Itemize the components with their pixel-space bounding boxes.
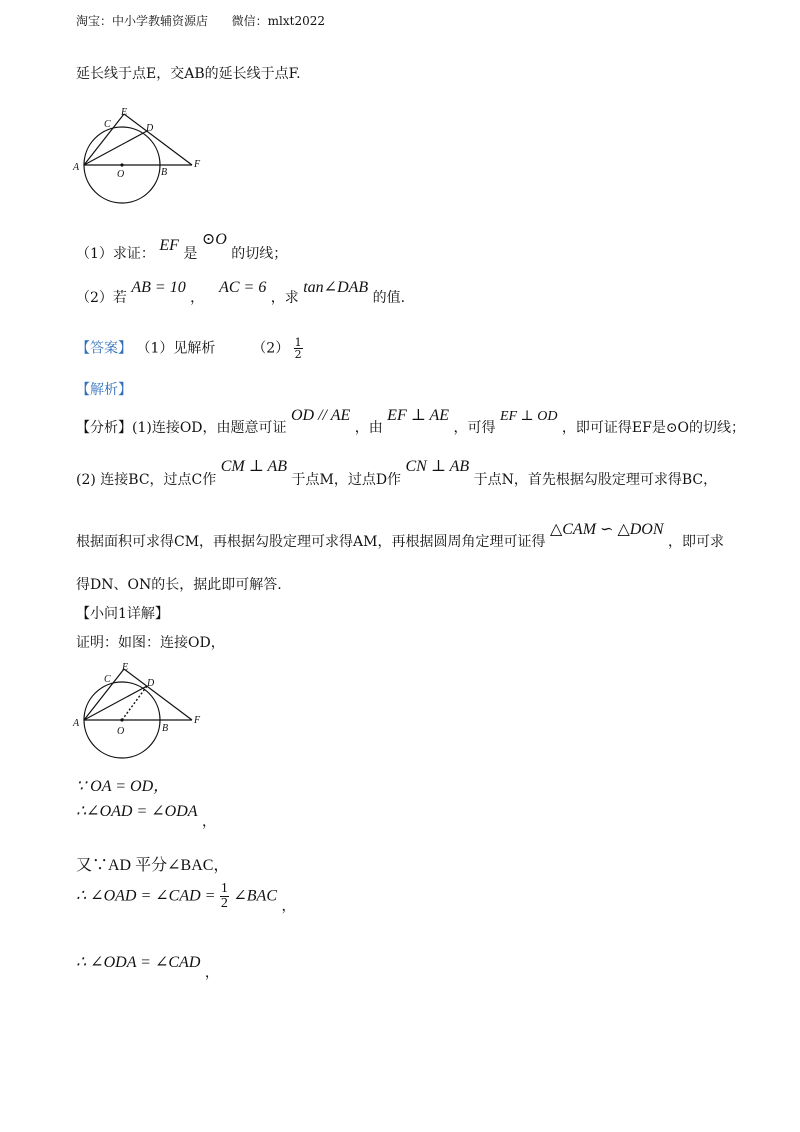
q1-suffix: 的切线； — [231, 246, 288, 262]
analysis-tag: 【解析】 — [76, 382, 132, 398]
label-b: B — [161, 167, 168, 178]
q2-suffix: 的值. — [372, 290, 406, 306]
proof-step-4a: ∴ ∠OAD = ∠CAD = — [76, 887, 216, 905]
q1-circle: ⊙O — [201, 231, 227, 248]
answer-part1: （1）见解析 — [136, 340, 216, 357]
analysis-1b: ，由 — [354, 420, 383, 436]
analysis-line-4: 得DN、ON的长，据此即可解答. — [76, 577, 282, 593]
math-cm-perp-ab: CM ⊥ AB — [220, 458, 288, 475]
proof-step-4-fraction — [220, 882, 229, 911]
proof-step-4b: ∠BAC — [233, 887, 277, 905]
proof-step-3 — [76, 852, 229, 875]
analysis-1c: ，可得 — [453, 420, 496, 436]
header-wechat: 微信：mlxt2022 — [231, 14, 326, 28]
answer-part2: （2） — [252, 340, 290, 357]
analysis-3b: ，即可求 — [667, 534, 724, 550]
proof-step-4 — [76, 882, 295, 916]
label-a-2: A — [73, 718, 80, 729]
proof-step-4-numerator: 1 — [220, 881, 228, 896]
intro-line: 延长线于点E，交AB的延长线于点F. — [76, 66, 301, 82]
answer-denominator: 2 — [294, 348, 302, 361]
analysis-3a: 根据面积可求得CM，再根据勾股定理可求得AM，再根据圆周角定理可证得 — [76, 534, 546, 550]
proof-step-5 — [76, 952, 219, 982]
q2-ac: AC = 6 — [219, 279, 267, 296]
line-od-dashed — [122, 686, 147, 720]
label-f: F — [194, 159, 201, 170]
q1-ef: EF — [159, 237, 179, 254]
q2-tan: tan∠DAB — [303, 279, 369, 296]
label-a: A — [73, 162, 80, 173]
math-ef-perp-od: EF ⊥ OD — [499, 409, 558, 424]
line-ad — [84, 131, 147, 165]
page-header — [76, 12, 325, 29]
label-b-2: B — [162, 723, 169, 734]
q1-shi: 是 — [183, 246, 198, 262]
analysis-2c: 于点N，首先根据勾股定理可求得BC， — [473, 472, 718, 488]
label-e-2: E — [122, 662, 129, 673]
label-c-2: C — [104, 674, 111, 685]
sub1-tag: 【小问1详解】 — [76, 606, 169, 622]
answer-numerator: 1 — [294, 336, 302, 349]
analysis-line-2 — [76, 456, 717, 489]
analysis-2a: (2) 连接BC，过点C作 — [76, 472, 217, 488]
proof-step-1: ∵ OA = OD， — [76, 778, 170, 795]
proof-step-2-math: ∴∠OAD = ∠ODA — [76, 803, 198, 820]
label-o-2: O — [117, 726, 125, 737]
figure-circle-1 — [70, 100, 210, 210]
question-1 — [76, 229, 287, 263]
proof-step-5-math: ∴ ∠ODA = ∠CAD — [76, 954, 201, 971]
label-e: E — [121, 107, 128, 118]
q2-prefix: （2）若 — [76, 290, 127, 306]
proof-intro: 证明：如图：连接OD， — [76, 635, 225, 651]
math-od-parallel-ae: OD // AE — [291, 407, 351, 424]
header-shop: 淘宝：中小学教辅资源店 — [76, 14, 209, 28]
label-d: D — [146, 123, 154, 134]
question-2 — [76, 277, 405, 307]
analysis-line-1 — [76, 405, 745, 437]
proof-step-5-comma: ， — [204, 965, 219, 981]
label-f-2: F — [194, 715, 201, 726]
label-c: C — [104, 119, 111, 130]
math-ef-perp-ae: EF ⊥ AE — [387, 407, 450, 424]
point-o-2 — [120, 718, 123, 721]
q2-comma1: ， — [190, 290, 205, 306]
analysis-2b: 于点M，过点D作 — [291, 472, 402, 488]
line-ef — [124, 114, 192, 165]
analysis-1d: ，即可证得EF是⊙O的切线； — [561, 420, 746, 436]
math-similar-triangles: △CAM ∽ △DON — [549, 521, 664, 538]
q2-ab: AB = 10 — [131, 279, 186, 296]
q1-prefix: （1）求证： — [76, 246, 155, 262]
proof-step-4-denominator: 2 — [220, 896, 228, 911]
line-ad-2 — [84, 686, 147, 720]
proof-step-2-comma: ， — [202, 814, 217, 830]
proof-step-3-text: 又∵AD 平分∠BAC， — [76, 857, 230, 874]
point-o — [120, 163, 123, 166]
analysis-1a: 【分析】(1)连接OD，由题意可证 — [76, 420, 287, 436]
proof-step-4-comma: ， — [281, 898, 296, 915]
q2-comma2: ，求 — [270, 290, 299, 306]
label-d-2: D — [147, 678, 155, 689]
answer-tag: 【答案】 — [76, 340, 132, 357]
math-cn-perp-ab: CN ⊥ AB — [405, 458, 470, 475]
figure-circle-2 — [70, 660, 210, 770]
label-o: O — [117, 169, 125, 180]
line-ef-2 — [124, 669, 192, 720]
answer-line — [76, 337, 303, 360]
proof-step-2 — [76, 801, 216, 831]
analysis-line-3 — [76, 519, 724, 551]
answer-fraction — [294, 337, 303, 360]
